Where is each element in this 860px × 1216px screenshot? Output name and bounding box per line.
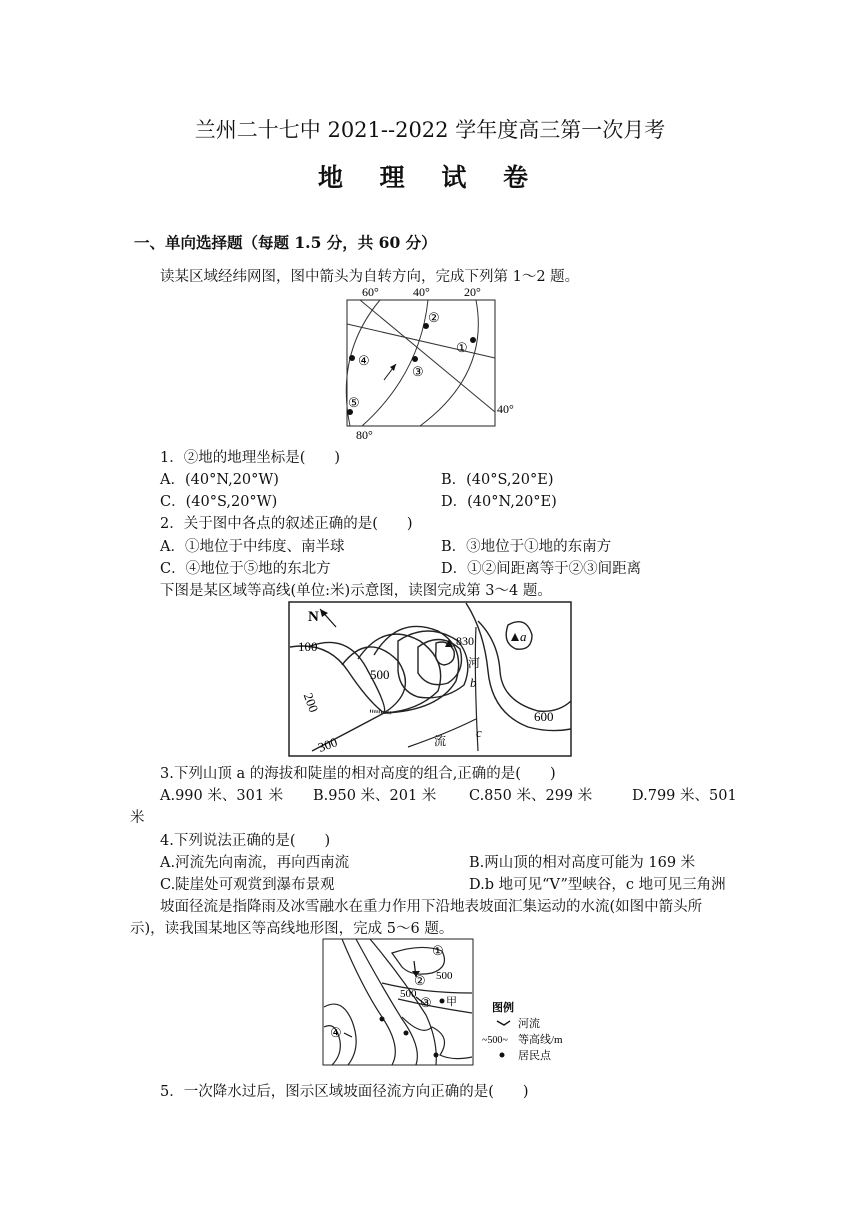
intro-text-3-line1: 坡面径流是指降雨及冰雪融水在重力作用下沿地表坡面汇集运动的水流(如图中箭头所 <box>160 899 703 915</box>
contour-map-figure <box>288 601 572 757</box>
page-title: 兰州二十七中 2021--2022 学年度高三第一次月考 <box>194 118 666 142</box>
fig2-label-500: 500 <box>370 667 390 682</box>
runoff-contour-figure <box>322 937 582 1073</box>
fig3-label-500-b: 500 <box>400 988 417 1000</box>
fig1-point-1: ① <box>456 340 468 355</box>
q1-option-d[interactable]: D．(40°N,20°E) <box>441 494 557 510</box>
q2-option-d[interactable]: D．①②间距离等于②③间距离 <box>441 561 642 577</box>
q3-option-d[interactable]: D.799 米、501 <box>632 788 737 804</box>
fig2-label-c: c <box>476 725 482 740</box>
q2-option-b[interactable]: B．③地位于①地的东南方 <box>441 539 612 555</box>
q2-option-c[interactable]: C．④地位于⑤地的东北方 <box>160 561 331 577</box>
q5-stem: 5．一次降水过后，图示区域坡面径流方向正确的是( ) <box>160 1084 529 1100</box>
q4-option-c[interactable]: C.陡崖处可观赏到瀑布景观 <box>160 877 335 893</box>
intro-text: 读某区域经纬网图，图中箭头为自转方向，完成下列第 1～2 题。 <box>160 269 580 285</box>
fig1-label-40-right: 40° <box>497 402 514 416</box>
q1-option-a[interactable]: A．(40°N,20°W) <box>160 472 279 488</box>
fig1-point-2: ② <box>428 310 440 325</box>
fig3-point-4: ④ <box>330 1025 342 1040</box>
fig3-legend-contour-sample: ~500~ <box>482 1035 508 1046</box>
q1-stem: 1．②地的地理坐标是( ) <box>160 450 341 466</box>
fig3-point-3: ③ <box>420 995 432 1010</box>
fig3-legend-settlement: 居民点 <box>518 1050 551 1062</box>
fig2-label-liu: 流 <box>434 734 447 748</box>
q4-option-b[interactable]: B.两山顶的相对高度可能为 169 米 <box>469 855 696 871</box>
q2-option-a[interactable]: A．①地位于中纬度、南半球 <box>160 539 345 555</box>
fig1-label-20: 20° <box>464 285 481 299</box>
fig2-label-100: 100 <box>298 639 318 654</box>
fig2-north: N <box>308 609 319 625</box>
q4-option-d[interactable]: D.b 地可见“V”型峡谷，c 地可见三角洲 <box>469 877 726 893</box>
q2-stem: 2．关于图中各点的叙述正确的是( ) <box>160 516 413 532</box>
fig1-point-3: ③ <box>412 364 424 379</box>
fig2-label-b: b <box>470 675 477 690</box>
fig2-label-a: a <box>520 629 527 644</box>
fig2-label-600: 600 <box>534 709 554 724</box>
fig1-label-80: 80° <box>356 428 373 442</box>
page-subtitle: 地 理 试 卷 <box>317 163 543 192</box>
latlon-grid-figure <box>340 284 530 444</box>
q1-option-b[interactable]: B．(40°S,20°E) <box>441 472 554 488</box>
fig2-label-200: 200 <box>300 690 322 715</box>
q3-option-d-wrap: 米 <box>130 810 145 826</box>
fig2-label-300: 300 <box>315 734 340 755</box>
fig2-label-830: 830 <box>456 634 474 648</box>
q1-option-c[interactable]: C．(40°S,20°W) <box>160 494 278 510</box>
fig3-legend-river: 河流 <box>518 1018 540 1030</box>
fig1-point-4: ④ <box>358 353 370 368</box>
fig3-label-jia: 甲 <box>446 996 457 1008</box>
fig2-label-he: 河 <box>468 656 481 670</box>
section-heading: 一、单向选择题（每题 1.5 分，共 60 分） <box>134 233 437 252</box>
intro-text-2: 下图是某区域等高线(单位:米)示意图，读图完成第 3～4 题。 <box>160 583 552 599</box>
intro-text-3-line2: 示)，读我国某地区等高线地形图，完成 5～6 题。 <box>130 921 454 937</box>
q3-option-a[interactable]: A.990 米、301 米 <box>160 788 284 804</box>
fig3-point-1: ① <box>432 943 444 958</box>
q4-option-a[interactable]: A.河流先向南流，再向西南流 <box>160 855 350 871</box>
fig3-legend-contour: 等高线/m <box>518 1034 563 1046</box>
q3-option-b[interactable]: B.950 米、201 米 <box>313 788 437 804</box>
q3-stem: 3.下列山顶 a 的海拔和陡崖的相对高度的组合,正确的是( ) <box>160 766 556 782</box>
q3-option-c[interactable]: C.850 米、299 米 <box>469 788 593 804</box>
fig3-point-2: ② <box>414 973 426 988</box>
fig1-label-40-top: 40° <box>413 285 430 299</box>
q4-stem: 4.下列说法正确的是( ) <box>160 833 331 849</box>
fig3-label-500-a: 500 <box>436 970 453 982</box>
fig3-legend-title: 图例 <box>492 1002 514 1014</box>
fig1-label-60: 60° <box>362 285 379 299</box>
fig1-point-5: ⑤ <box>348 395 360 410</box>
